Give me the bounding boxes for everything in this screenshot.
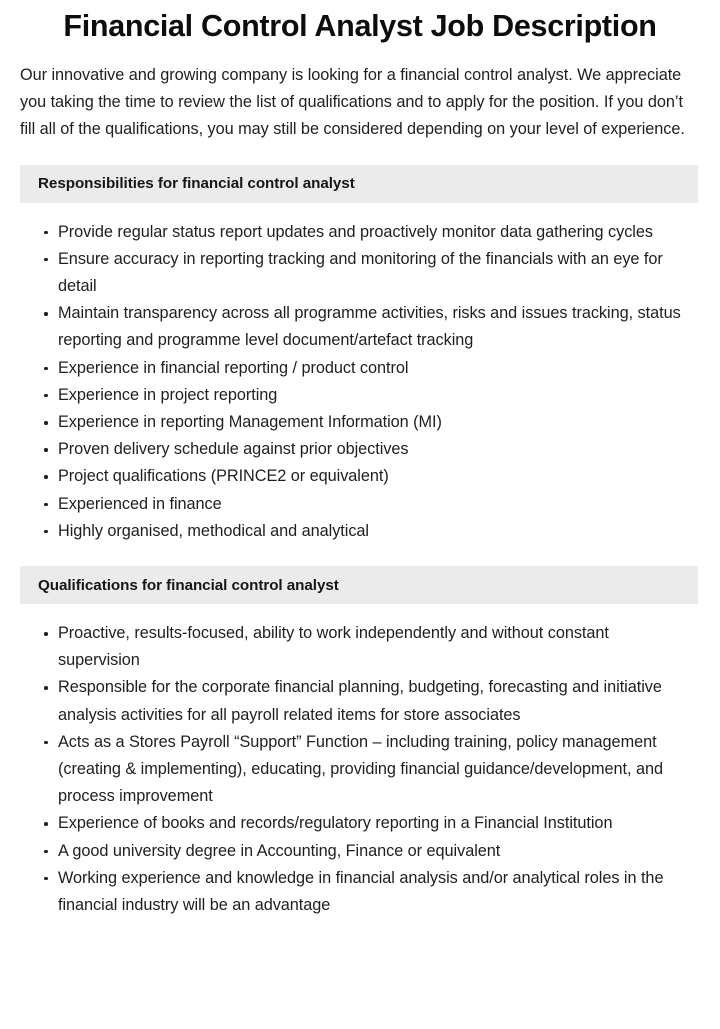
list-item: Experience of books and records/regulatory reporting in a Financial Institution <box>44 810 690 837</box>
list-item: Working experience and knowledge in financial analysis and/or analytical roles in the financial industry will be an advantage <box>44 865 690 919</box>
list-item: Experience in reporting Management Information (MI) <box>44 409 690 436</box>
list-item: Acts as a Stores Payroll “Support” Function – including training, policy management (creating & implementing), educating, providing financial guidance/development, and process improvement <box>44 729 690 811</box>
intro-paragraph: Our innovative and growing company is looking for a financial control analyst. We appreciate you taking the time to review the list of qualifications and to apply for the position. If you don’t fill all of the qualifications, you may still be considered depending on your level of experience. <box>20 66 685 139</box>
list-item: Responsible for the corporate financial planning, budgeting, forecasting and initiative analysis activities for all payroll related items for store associates <box>44 674 690 728</box>
list-item: Experience in financial reporting / product control <box>44 355 690 382</box>
list-item: A good university degree in Accounting, Finance or equivalent <box>44 838 690 865</box>
responsibilities-list <box>0 203 720 545</box>
section-header-responsibilities <box>20 165 698 203</box>
page-title: Financial Control Analyst Job Description <box>63 9 657 43</box>
section-responsibilities <box>0 165 720 545</box>
section-header-label: Qualifications for financial control analyst <box>38 576 339 594</box>
section-qualifications <box>0 566 720 919</box>
list-item: Proven delivery schedule against prior objectives <box>44 436 690 463</box>
section-header-label: Responsibilities for financial control analyst <box>38 175 355 193</box>
list-item: Maintain transparency across all programme activities, risks and issues tracking, status reporting and programme level document/artefact tracking <box>44 300 690 354</box>
list-item: Experience in project reporting <box>44 382 690 409</box>
qualifications-list <box>0 604 720 919</box>
list-item: Proactive, results-focused, ability to work independently and without constant supervision <box>44 620 690 674</box>
list-item: Ensure accuracy in reporting tracking and monitoring of the financials with an eye for detail <box>44 246 690 300</box>
list-item: Highly organised, methodical and analytical <box>44 518 690 545</box>
list-item: Project qualifications (PRINCE2 or equivalent) <box>44 463 690 490</box>
list-item: Provide regular status report updates and proactively monitor data gathering cycles <box>44 219 690 246</box>
list-item: Experienced in finance <box>44 491 690 518</box>
section-header-qualifications <box>20 566 698 604</box>
